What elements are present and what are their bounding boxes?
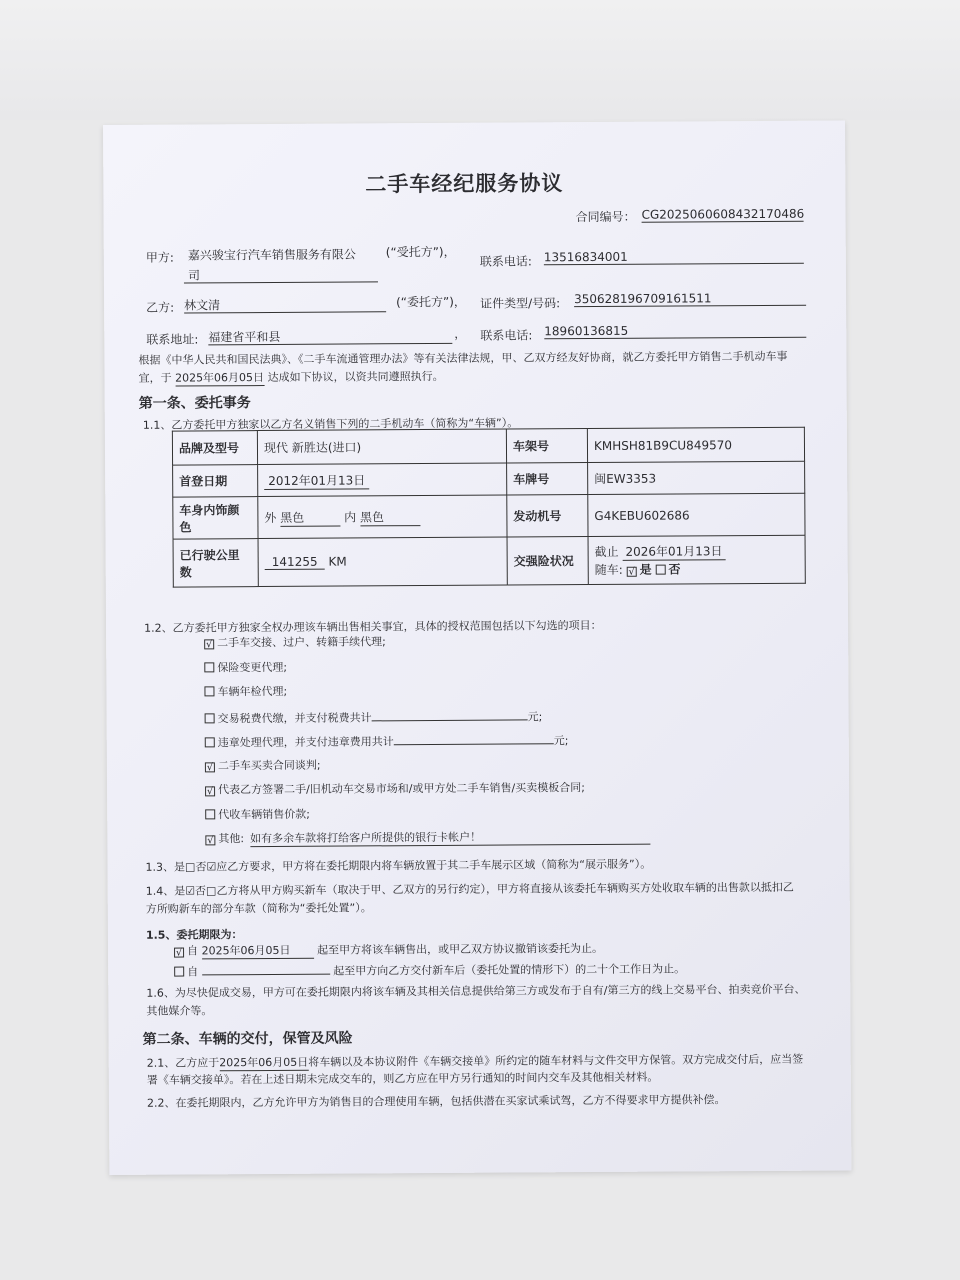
insurance-until-date: 2026年01月13日 (622, 542, 725, 561)
mileage-unit: KM (328, 554, 347, 569)
clause-2-1-text-end: 将车辆以及本协议附件《车辆交接单》所约定的随车材料与文件交甲方保管。双方完成交付后，应当签 (308, 1052, 804, 1069)
clause-1-6-line2: 其他媒介等。 (146, 1004, 213, 1018)
mileage-label (173, 539, 258, 588)
party-a-name-line2: 司 (187, 268, 200, 283)
table-row (173, 461, 805, 497)
scope-item (205, 758, 321, 773)
preamble-text-end: 达成如下协议，以资共同遵照执行。 (267, 369, 444, 384)
plate-value: 闽EW3353 (588, 461, 805, 494)
document-title: 二手车经纪服务协议 (365, 171, 564, 197)
preamble-line1: 根据《中华人民共和国民法典》、《二手车流通管理办法》等有关法律法规，甲、乙双方经友好协商，就乙方委托甲方销售二手机动车事 (138, 349, 788, 367)
amount-unit: 元; (527, 709, 543, 723)
clause-1-6-line1: 1.6、为尽快促成交易，甲方可在委托期限内将该车辆及其相关信息提供给第三方或发布于自有/第三方的线上交易平台、拍卖竞价平台、 (146, 982, 806, 1000)
scope-item-label: 其他: (218, 832, 245, 846)
party-b-name: 林文清 (184, 297, 386, 313)
party-a-phone: 13516834001 (544, 249, 804, 266)
scope-checkbox[interactable]: √ (207, 835, 214, 847)
scope-checkbox[interactable]: √ (205, 639, 213, 651)
comma: ， (454, 326, 467, 341)
scope-item (205, 830, 650, 848)
clause-2-1-text: 2.1、乙方应于 (146, 1056, 220, 1070)
clause-2-1-line1 (147, 1053, 804, 1072)
scope-checkbox[interactable] (205, 713, 215, 723)
clause-2-2: 2.2、在委托期限内，乙方允许甲方为销售目的合理使用车辆，包括供潜在买家试乘试驾，乙方不得要求甲方提供补偿。 (146, 1093, 726, 1110)
interior-color: 黑色 (360, 508, 420, 526)
scope-item (204, 685, 287, 700)
scope-checkbox[interactable] (204, 686, 214, 696)
clause-1-4-line1: 1.4、是☑否□乙方将从甲方购买新车（取决于甲、乙双方的另行约定），甲方将直接从该委托车辆购买方处收取车辆的出售款以抵扣乙 (145, 880, 794, 898)
scope-item (205, 708, 543, 726)
scope-item (205, 781, 585, 797)
clause-1-3: 1.3、是□否☑应乙方要求，甲方将在委托期限内将车辆放置于其二手车展示区域（简称为“展示服务”）。 (145, 857, 652, 874)
mileage-label-line2: 数 (179, 564, 192, 580)
brand-value: 现代 新胜达(进口) (257, 429, 506, 465)
party-a-name-line1: 嘉兴骏宝行汽车销售服务有限公 (187, 247, 356, 263)
contract-number: CG2025060608432170486 (641, 206, 805, 222)
mileage-label-line1: 已行驶公里 (179, 547, 240, 563)
color-label-line1: 车身内饰颜 (179, 502, 240, 518)
term-option-1 (174, 942, 603, 960)
contract-page (103, 120, 851, 1175)
party-a-phone-label: 联系电话: (479, 254, 532, 269)
other-scope-text: 如有多余车款将打给客户所提供的银行卡帐户！ (250, 830, 650, 847)
agreement-date: 2025年06月05日 (175, 371, 265, 385)
term-option-2-blank (202, 962, 330, 976)
reg-date-cell (258, 463, 507, 497)
amount-unit: 元; (553, 734, 569, 748)
plate-label: 车牌号 (507, 463, 588, 495)
scope-item (205, 807, 310, 822)
term-start-date: 2025年06月05日 (202, 944, 314, 960)
party-a-underline (184, 281, 378, 283)
id-label: 证件类型/号码: (480, 296, 561, 311)
section1-heading: 第一条、委托事务 (138, 395, 251, 412)
reg-date-value: 2012年01月13日 (264, 471, 369, 490)
party-b-phone-label: 联系电话: (480, 328, 533, 343)
mileage-cell (258, 537, 507, 587)
insurance-until-row (595, 542, 799, 561)
color-label (173, 497, 258, 540)
vin-value: KMHSH81B9CU849570 (587, 427, 804, 462)
contract-number-label: 合同编号： (575, 209, 636, 225)
brand-label: 品牌及型号 (172, 431, 257, 466)
scope-item-label: 代表乙方签署二手/旧机动车交易市场和/或甲方处二手车销售/买卖模板合同; (218, 781, 585, 797)
insurance-cell (588, 535, 805, 584)
table-row (173, 493, 805, 539)
scope-item (205, 732, 569, 750)
party-b-role: (“委托方”)， (396, 294, 466, 310)
engine-label: 发动机号 (507, 495, 588, 537)
table-row (173, 535, 805, 587)
mileage-value: 141255 (265, 555, 325, 570)
term-option-2-text: 起至甲方向乙方交付新车后（委托处置的情形下）的二十个工作日为止。 (333, 962, 686, 978)
engine-value: G4KEBU602686 (588, 493, 805, 536)
scope-item-label: 交易税费代缴，并支付税费共计 (217, 710, 372, 725)
color-cell (258, 495, 507, 539)
no-checkbox[interactable] (655, 565, 665, 575)
insurance-label: 交强险状况 (507, 537, 588, 585)
with-car-label: 随车: (594, 562, 623, 578)
scope-checkbox[interactable] (205, 809, 215, 819)
yes-label: 是 (639, 562, 652, 577)
yes-checkbox[interactable]: √ (628, 566, 635, 578)
background-top (0, 0, 960, 120)
clause-1-2: 1.2、乙方委托甲方独家全权办理该车辆出售相关事宜，具体的授权范围包括以下勾选的项目： (144, 618, 602, 635)
term-option-2-checkbox[interactable] (174, 967, 184, 977)
term-option-2 (174, 959, 685, 979)
term-option-1-checkbox[interactable]: √ (175, 947, 183, 959)
delivery-date: 2025年06月05日 (219, 1055, 309, 1070)
preamble-text: 宜，于 (138, 371, 172, 385)
scope-item-label: 代收车辆销售价款; (218, 807, 310, 821)
address-label: 联系地址: (146, 332, 199, 347)
vin-label: 车架号 (506, 429, 587, 463)
term-from-label-2: 自 (187, 965, 199, 979)
no-label: 否 (668, 562, 681, 577)
party-a-label: 甲方: (145, 250, 174, 265)
scope-item-label: 违章处理代理，并支付违章费用共计 (217, 735, 394, 750)
preamble-line2 (139, 370, 444, 387)
reg-date-label: 首登日期 (173, 465, 258, 498)
interior-label: 内 (344, 509, 357, 525)
clause-1-1: 1.1、乙方委托甲方独家以乙方名义销售下列的二手机动车（简称为“车辆”）。 (142, 416, 519, 432)
clause-1-5-heading: 1.5、委托期限为： (145, 928, 243, 942)
term-from-label: 自 (187, 944, 199, 958)
scope-item-label: 二手车买卖合同谈判; (217, 758, 321, 772)
scope-item-label: 二手车交接、过户、转籍手续代理; (217, 635, 386, 650)
amount-blank[interactable] (372, 708, 528, 721)
exterior-label: 外 (264, 510, 277, 525)
amount-blank[interactable] (394, 732, 554, 745)
table-row (172, 427, 804, 465)
party-a-role: (“受托方”)， (385, 244, 456, 260)
party-b-address: 福建省平和县 (208, 329, 452, 345)
party-b-id: 350628196709161511 (574, 291, 806, 307)
scope-item (204, 660, 287, 675)
term-option-1-text: 起至甲方将该车辆售出，或甲乙双方协议撤销该委托为止。 (317, 941, 604, 957)
scope-checkbox[interactable]: √ (206, 761, 214, 773)
scope-item-label: 车辆年检代理; (217, 684, 288, 699)
scope-checkbox[interactable] (205, 737, 215, 747)
clause-1-4-line2: 方所购新车的部分车款（简称为“委托处置”）。 (145, 901, 372, 916)
scope-item-label: 保险变更代理; (217, 660, 288, 674)
scope-checkbox[interactable] (204, 662, 214, 672)
party-b-phone: 18960136815 (544, 323, 806, 340)
scope-item (204, 635, 386, 650)
insurance-until-label: 截止 (594, 544, 619, 560)
scope-checkbox[interactable]: √ (206, 786, 214, 798)
clause-2-1-line2: 署《车辆交接单》。若在上述日期未完成交车的，则乙方应在甲方另行通知的时间内交车及其他相关材料。 (146, 1070, 659, 1087)
color-label-line2: 色 (179, 519, 192, 535)
section2-heading: 第二条、车辆的交付，保管及风险 (142, 1030, 353, 1048)
exterior-color: 黑色 (280, 508, 340, 526)
party-b-label: 乙方: (146, 300, 175, 315)
insurance-with-car-row (595, 560, 799, 578)
vehicle-table (172, 427, 806, 588)
